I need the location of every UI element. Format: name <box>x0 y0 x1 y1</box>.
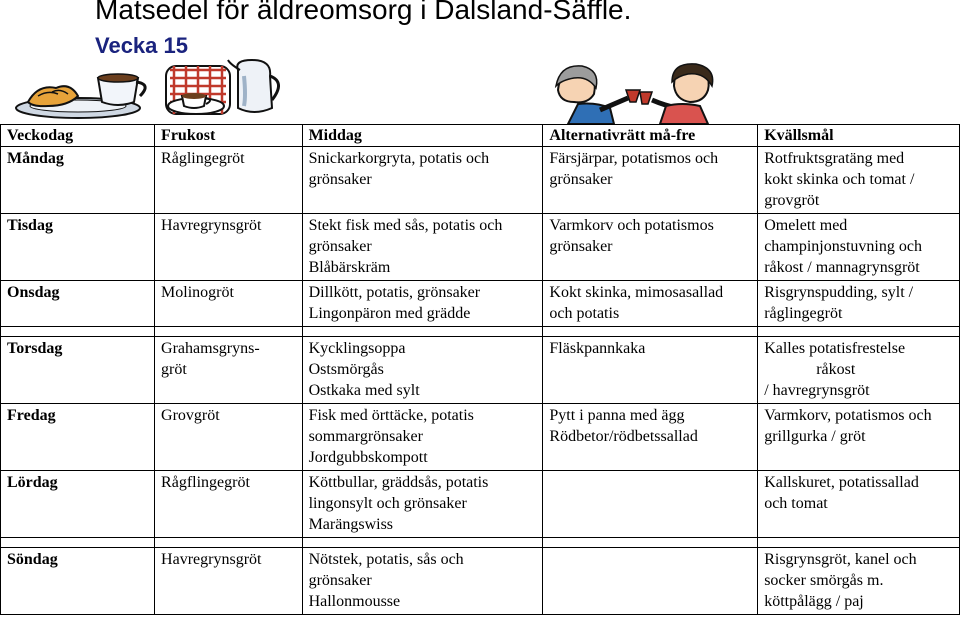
alternativ-cell <box>543 147 758 214</box>
cell-line: Nötstek, potatis, sås och <box>308 551 464 568</box>
cell-line: Stekt fisk med sås, potatis och <box>308 217 503 234</box>
middag-cell <box>302 281 543 327</box>
middag-cell <box>302 337 543 404</box>
menu-table <box>0 124 960 615</box>
frukost-cell <box>155 337 303 404</box>
spacer-cell <box>1 538 155 548</box>
middag-cell <box>302 548 543 615</box>
header-cell: Kvällsmål <box>758 125 960 147</box>
cell-line: grönsaker <box>308 572 372 589</box>
alternativ-cell <box>543 548 758 615</box>
day-cell: Torsdag <box>1 337 155 404</box>
kvallsmal-cell <box>758 404 960 471</box>
kvallsmal-cell <box>758 281 960 327</box>
spacer-cell <box>1 327 155 337</box>
cell-line: köttpålägg / paj <box>764 593 864 610</box>
menu-row <box>1 548 960 615</box>
cell-line: Dillkött, potatis, grönsaker <box>308 284 481 301</box>
coffee-pot-icon <box>160 56 290 118</box>
cell-line: socker smörgås m. <box>764 572 884 589</box>
cell-line: Fisk med örttäcke, potatis <box>308 407 474 424</box>
menu-row <box>1 471 960 538</box>
cell-line: lingonsylt och grönsaker <box>308 495 467 512</box>
day-cell: Söndag <box>1 548 155 615</box>
spacer-cell <box>302 327 543 337</box>
cell-line: Färsjärpar, potatismos och <box>549 150 719 167</box>
spacer-cell <box>155 538 303 548</box>
cell-line: grillgurka / gröt <box>764 428 866 445</box>
kvallsmal-cell <box>758 471 960 538</box>
cell-line: råglingegröt <box>764 305 843 322</box>
header-cell: Alternativrätt må-fre <box>543 125 758 147</box>
cell-line: Omelett med <box>764 217 848 234</box>
cell-line: / havregrynsgröt <box>764 382 870 399</box>
header-cell: Veckodag <box>1 125 155 147</box>
cell-line: Snickarkorgryta, potatis och <box>308 150 490 167</box>
cell-line: Havregrynsgröt <box>161 551 262 568</box>
cell-line: Ostsmörgås <box>308 361 384 378</box>
middag-cell <box>302 214 543 281</box>
cell-line: grönsaker <box>549 171 613 188</box>
coffee-pastry-icon <box>8 62 158 122</box>
cell-line: Grahamsgryns- <box>161 340 260 357</box>
spacer-cell <box>302 538 543 548</box>
middag-cell <box>302 471 543 538</box>
cell-line: Blåbärskräm <box>308 259 391 276</box>
spacer-cell <box>543 538 758 548</box>
cell-line: grönsaker <box>308 171 372 188</box>
cell-line: grönsaker <box>549 238 613 255</box>
middag-cell <box>302 147 543 214</box>
alternativ-cell <box>543 471 758 538</box>
header-cell: Frukost <box>155 125 303 147</box>
kvallsmal-cell <box>758 147 960 214</box>
cell-line: Jordgubbskompott <box>308 449 428 466</box>
frukost-cell <box>155 281 303 327</box>
cell-line: råkost / mannagrynsgröt <box>764 259 920 276</box>
cell-line: grönsaker <box>308 238 372 255</box>
day-cell: Tisdag <box>1 214 155 281</box>
day-cell: Onsdag <box>1 281 155 327</box>
cell-line: Kalles potatisfrestelse <box>764 340 906 357</box>
spacer-cell <box>758 327 960 337</box>
frukost-cell <box>155 214 303 281</box>
cell-line: grovgröt <box>764 192 820 209</box>
alternativ-cell <box>543 404 758 471</box>
spacer-row <box>1 327 960 337</box>
menu-row <box>1 337 960 404</box>
kvallsmal-cell <box>758 548 960 615</box>
kvallsmal-cell <box>758 214 960 281</box>
cell-line: Molinogröt <box>161 284 234 301</box>
header-row <box>1 125 960 147</box>
cell-line: råkost <box>816 361 856 378</box>
cell-line: kokt skinka och tomat / <box>764 171 915 188</box>
cell-line: Varmkorv, potatismos och <box>764 407 932 424</box>
cell-line: Rödbetor/rödbetssallad <box>549 428 698 445</box>
frukost-cell <box>155 471 303 538</box>
cell-line: Rågflingegröt <box>161 474 250 491</box>
week-label: Vecka 15 <box>95 33 188 58</box>
toasting-couple-icon <box>548 60 728 124</box>
cell-line: Rotfruktsgratäng med <box>764 150 905 167</box>
cell-line: Ostkaka med sylt <box>308 382 420 399</box>
cell-line: Pytt i panna med ägg <box>549 407 685 424</box>
spacer-cell <box>543 327 758 337</box>
alternativ-cell <box>543 337 758 404</box>
day-cell: Måndag <box>1 147 155 214</box>
cell-line: Fläskpannkaka <box>549 340 646 357</box>
cell-line: Grovgröt <box>161 407 220 424</box>
cell-line: Hallonmousse <box>308 593 401 610</box>
cell-line: Kallskuret, potatissallad <box>764 474 919 491</box>
spacer-cell <box>155 327 303 337</box>
cell-line: Varmkorv och potatismos <box>549 217 714 234</box>
frukost-cell <box>155 548 303 615</box>
alternativ-cell <box>543 281 758 327</box>
cell-line: champinjonstuvning och <box>764 238 922 255</box>
day-cell: Fredag <box>1 404 155 471</box>
cell-line: Råglingegröt <box>161 150 245 167</box>
cell-line: Marängswiss <box>308 516 394 533</box>
cell-line: Risgrynspudding, sylt / <box>764 284 914 301</box>
frukost-cell <box>155 147 303 214</box>
cell-line: och tomat <box>764 495 828 512</box>
menu-row <box>1 404 960 471</box>
cell-line: gröt <box>161 361 187 378</box>
menu-row <box>1 214 960 281</box>
cell-line: Köttbullar, gräddsås, potatis <box>308 474 489 491</box>
cell-line: Kycklingsoppa <box>308 340 406 357</box>
menu-row <box>1 147 960 214</box>
menu-row <box>1 281 960 327</box>
cell-line: Kokt skinka, mimosasallad <box>549 284 724 301</box>
cell-line: Havregrynsgröt <box>161 217 262 234</box>
cell-line: sommargrönsaker <box>308 428 423 445</box>
day-cell: Lördag <box>1 471 155 538</box>
spacer-row <box>1 538 960 548</box>
alternativ-cell <box>543 214 758 281</box>
cell-line: och potatis <box>549 305 620 322</box>
kvallsmal-cell <box>758 337 960 404</box>
page-title: Matsedel för äldreomsorg i Dalsland-Säffle. <box>95 0 632 25</box>
cell-line: Lingonpäron med grädde <box>308 305 471 322</box>
frukost-cell <box>155 404 303 471</box>
spacer-cell <box>758 538 960 548</box>
header-cell: Middag <box>302 125 543 147</box>
middag-cell <box>302 404 543 471</box>
cell-line: Risgrynsgröt, kanel och <box>764 551 917 568</box>
